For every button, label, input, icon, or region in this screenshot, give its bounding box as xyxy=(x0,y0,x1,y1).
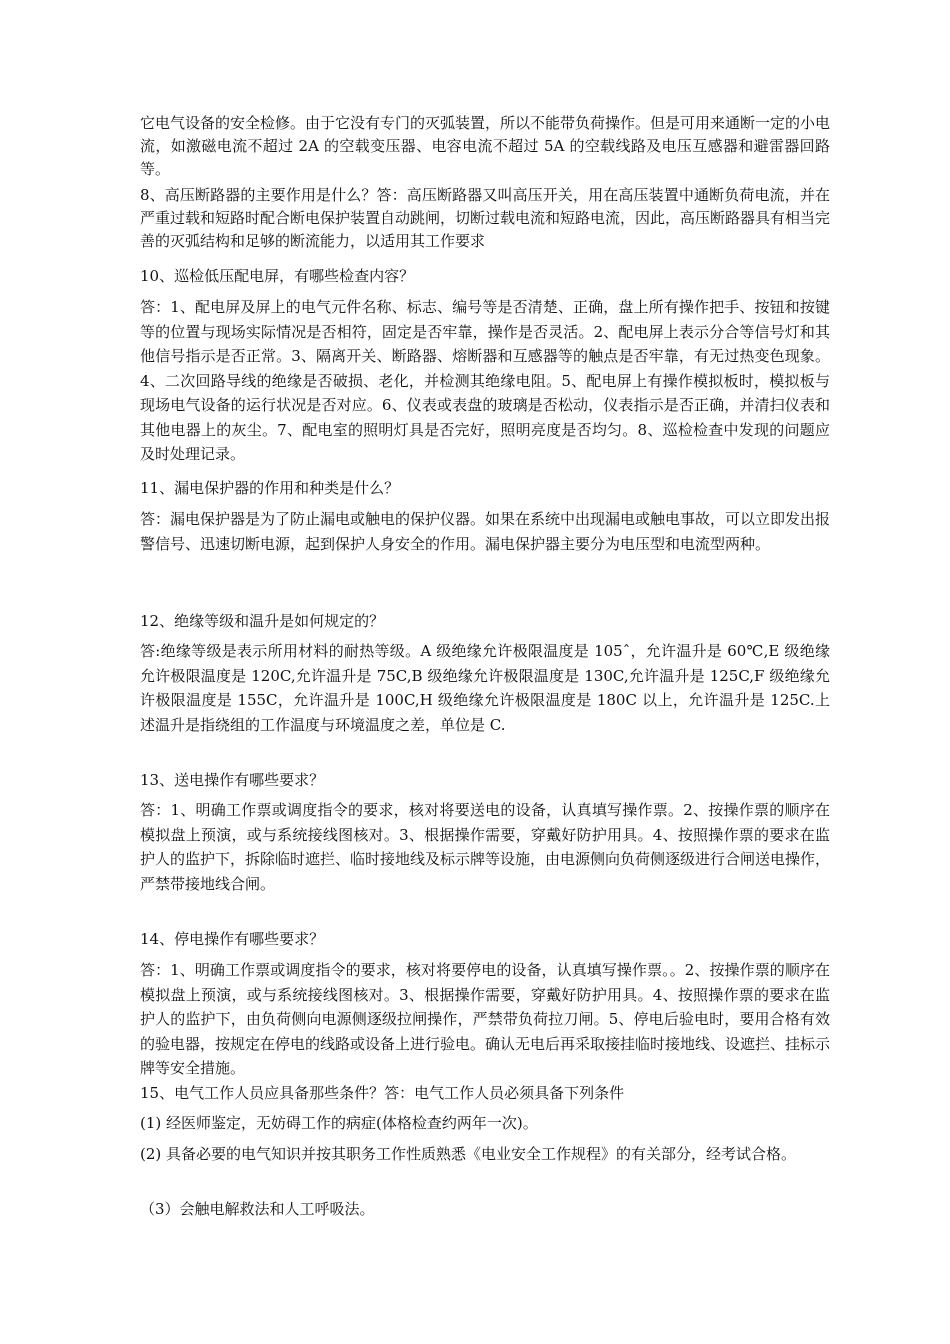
paragraph-isolator-continuation: 它电气设备的安全检修。由于它没有专门的灭弧装置，所以不能带负荷操作。但是可用来通断一定的小电流，如激磁电流不超过 2A 的空载变压器、电容电流不超过 5A 的空载线路及电压互感器和避雷器回路等。 xyxy=(140,114,831,178)
answer-14: 答：1、明确工作票或调度指令的要求，核对将要停电的设备，认真填写操作票。。2、按操作票的顺序在模拟盘上预演，或与系统接线图核对。3、根据操作需要，穿戴好防护用具。4、按照操作票的要求在监护人的监护下，由负荷侧向电源侧逐级拉闸操作，严禁带负荷拉刀闸。5、停电后验电时，要用合格有效的验电器，按规定在停电的线路或设备上进行验电。确认无电后再采取接挂临时接地线、设遮拦、挂标示牌等安全措施。 xyxy=(140,961,831,1077)
question-14-heading: 14、停电操作有哪些要求？ xyxy=(140,930,325,948)
question-12-heading: 12、绝缘等级和温升是如何规定的？ xyxy=(140,612,385,630)
answer-11: 答：漏电保护器是为了防止漏电或触电的保护仪器。如果在系统中出现漏电或触电事故，可以立即发出报警信号、迅速切断电源，起到保护人身安全的作用。漏电保护器主要分为电压型和电流型两种。 xyxy=(140,510,831,553)
question-10-heading: 10、巡检低压配电屏，有哪些检查内容？ xyxy=(140,267,415,285)
question-11-heading: 11、漏电保护器的作用和种类是什么？ xyxy=(140,479,400,497)
condition-3: （3）会触电解救法和人工呼吸法。 xyxy=(140,1200,375,1218)
answer-10: 答：1、配电屏及屏上的电气元件名称、标志、编号等是否清楚、正确，盘上所有操作把手、按钮和按键等的位置与现场实际情况是否相符，固定是否牢靠，操作是否灵活。2、配电屏上表示分合等信号灯和其他信号指示是否正常。3、隔离开关、断路器、熔断器和互感器等的触点是否牢靠，有无过热变色现象。4、二次回路导线的绝缘是否破损、老化，并检测其绝缘电阻。5、配电屏上有操作模拟板时，模拟板与现场电气设备的运行状况是否对应。6、仪表或表盘的玻璃是否松动，仪表指示是否正确，并清扫仪表和其他电器上的灰尘。7、配电室的照明灯具是否完好，照明亮度是否均匀。8、巡检检查中发现的问题应及时处理记录。 xyxy=(140,298,830,463)
question-15-heading: 15、电气工作人员应具备那些条件？答：电气工作人员必须具备下列条件 xyxy=(140,1084,625,1102)
condition-2: (2) 具备必要的电气知识并按其职务工作性质熟悉《电业安全工作规程》的有关部分，经考试合格。 xyxy=(140,1145,797,1163)
condition-1: (1) 经医师鉴定，无妨碍工作的病症(体格检查约两年一次)。 xyxy=(140,1114,538,1132)
answer-12: 答:绝缘等级是表示所用材料的耐热等级。A 级绝缘允许极限温度是 105ˆ，允许温升是 60℃,E 级绝缘允许极限温度是 120C,允许温升是 75C,B 级绝缘允许极限温度是 130C,允许温升是 125C,F 级绝缘允许极限温度是 155C，允许温升是 100C,H 级绝缘允许极限温度是 180C 以上，允许温升是 125C.上述温升是指绕组的工作温度与环境温度之差，单位是 C. xyxy=(140,642,830,734)
question-13-heading: 13、送电操作有哪些要求？ xyxy=(140,771,325,789)
question-8-circuit-breaker: 8、高压断路器的主要作用是什么？答：高压断路器又叫高压开关，用在高压装置中通断负荷电流，并在严重过载和短路时配合断电保护装置自动跳闸，切断过载电流和短路电流，因此，高压断路器具有相当完善的灭弧结构和足够的断流能力，以适用其工作要求 xyxy=(140,186,831,250)
answer-13: 答：1、明确工作票或调度指令的要求，核对将要送电的设备，认真填写操作票。2、按操作票的顺序在模拟盘上预演，或与系统接线图核对。3、根据操作需要，穿戴好防护用具。4、按照操作票的要求在监护人的监护下，拆除临时遮拦、临时接地线及标示牌等设施，由电源侧向负荷侧逐级进行合闸送电操作，严禁带接地线合闸。 xyxy=(140,801,831,893)
